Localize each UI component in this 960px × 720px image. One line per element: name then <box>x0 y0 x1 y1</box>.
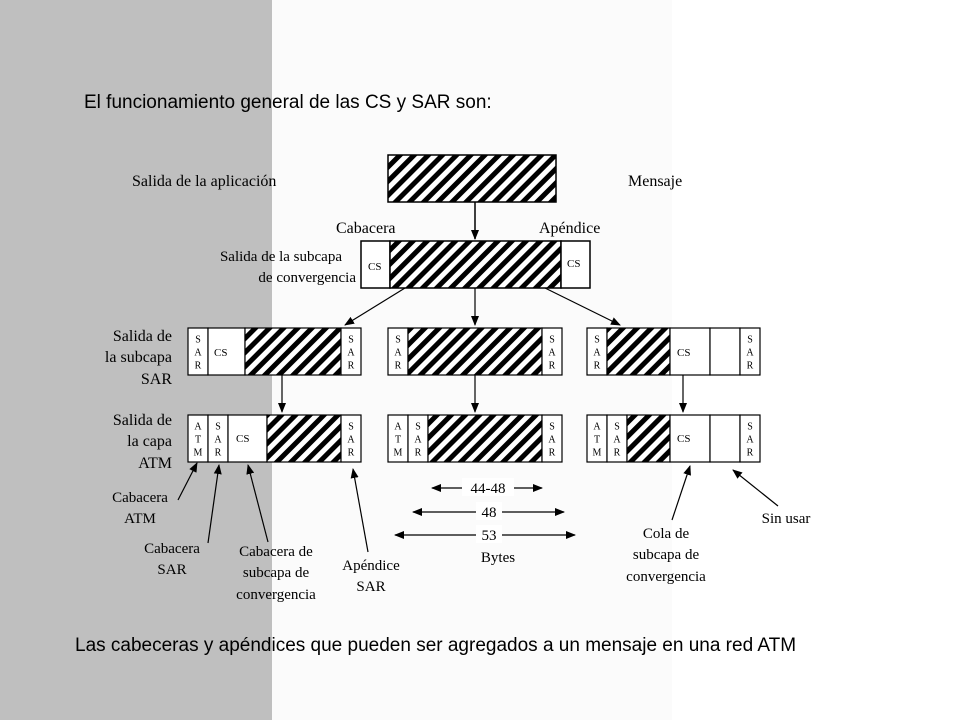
atm-header-callout-line2: ATM <box>124 511 156 527</box>
cs-header-text: CS <box>368 261 382 273</box>
size-payload-label: 44-48 <box>470 481 506 497</box>
atm-cell-1 <box>188 415 361 462</box>
atm-output-label-line2: la capa <box>127 433 172 450</box>
sar-header-letter: A <box>593 347 601 359</box>
sar-trailer-letter: R <box>746 360 754 372</box>
atm-header-letter: A <box>394 421 402 433</box>
atm-cell-2 <box>388 415 562 462</box>
cs-header-callout-line1: Cabacera de <box>239 544 313 560</box>
atm-header-letter: M <box>393 447 403 459</box>
size-unit-label: Bytes <box>480 550 516 566</box>
sar-trailer-letter: A <box>347 347 355 359</box>
atm-header-letter: A <box>194 421 202 433</box>
sar-trailer-callout-line2: SAR <box>356 579 386 595</box>
sar-header-letter: R <box>414 447 422 459</box>
sar-trailer-letter: R <box>548 360 556 372</box>
cs-header-title: Cabacera <box>336 220 396 237</box>
atm-header-letter: M <box>193 447 203 459</box>
atm-cell-row <box>188 415 760 462</box>
sar-trailer-letter: A <box>548 347 556 359</box>
sar-header-letter: A <box>194 347 202 359</box>
payload-field <box>627 415 670 462</box>
sar-header-callout-line1: Cabacera <box>144 541 200 557</box>
atm-header-callout-line1: Cabacera <box>112 490 168 506</box>
arrow-cs-to-sar-3 <box>545 288 620 325</box>
unused-callout-arrow <box>733 470 778 506</box>
cs-pdu <box>361 241 590 288</box>
atm-output-label-line1: Salida de <box>112 412 172 429</box>
cs-payload-field <box>390 241 561 288</box>
payload-field <box>428 415 542 462</box>
atm-header-letter: T <box>593 434 601 446</box>
sar-output-label-line3: SAR <box>140 371 172 388</box>
unused-field <box>710 328 740 375</box>
slide-heading: El funcionamiento general de las CS y SAR son: <box>84 92 492 113</box>
sar-trailer-letter: S <box>348 334 354 346</box>
sar-trailer-letter: A <box>746 434 754 446</box>
atm-header-letter: A <box>593 421 601 433</box>
sar-header-letter: S <box>614 421 620 433</box>
message-label: Mensaje <box>628 173 683 190</box>
sar-header-letter: R <box>593 360 601 372</box>
cs-output-label-line1: Salida de la subcapa <box>219 249 342 265</box>
cs-trailer-callout-line1: Cola de <box>642 526 690 542</box>
atm-cell-3 <box>587 415 760 462</box>
sar-header-letter: R <box>194 360 202 372</box>
sar-trailer-callout-line1: Apéndice <box>342 558 400 574</box>
atm-header-letter: T <box>194 434 202 446</box>
payload-field <box>267 415 341 462</box>
payload-field <box>408 328 542 375</box>
sar-trailer-letter: R <box>746 447 754 459</box>
app-output-label: Salida de la aplicación <box>132 173 277 190</box>
sar-header-callout-line2: SAR <box>157 562 187 578</box>
sar-trailer-letter: S <box>747 421 753 433</box>
cs-header-callout-arrow <box>248 465 268 542</box>
sar-trailer-letter: S <box>747 334 753 346</box>
sar-trailer-letter: A <box>347 434 355 446</box>
sar-output-label-line1: Salida de <box>112 328 172 345</box>
atm-header-letter: T <box>394 434 402 446</box>
sar-trailer-letter: A <box>548 434 556 446</box>
sar-trailer-letter: R <box>347 447 355 459</box>
cs-trailer-callout-line2: subcapa de <box>632 547 700 563</box>
arrow-cs-to-sar-1 <box>345 288 405 325</box>
size-cell-label: 53 <box>481 528 497 544</box>
unused-field <box>710 415 740 462</box>
sar-pdu-row <box>188 328 760 375</box>
cs-header-text: CS <box>214 347 228 359</box>
sar-header-letter: A <box>394 347 402 359</box>
sar-header-letter: S <box>395 334 401 346</box>
sar-pdu-2 <box>388 328 562 375</box>
sar-header-letter: A <box>613 434 621 446</box>
sar-trailer-letter: S <box>549 421 555 433</box>
sar-pdu-1 <box>188 328 361 375</box>
payload-field <box>245 328 341 375</box>
sar-trailer-callout-arrow <box>353 469 368 552</box>
sar-header-letter: R <box>613 447 621 459</box>
cs-trailer-text: CS <box>677 433 691 445</box>
slide-footer: Las cabeceras y apéndices que pueden ser agregados a un mensaje en una red ATM <box>75 635 797 656</box>
cs-trailer-text: CS <box>567 258 581 270</box>
sar-trailer-letter: R <box>347 360 355 372</box>
cs-header-callout-line3: convergencia <box>236 587 316 603</box>
cs-trailer-callout-line3: convergencia <box>626 569 706 585</box>
message-block <box>388 155 556 202</box>
sar-output-label-line2: la subcapa <box>104 349 172 366</box>
sar-header-letter: R <box>394 360 402 372</box>
cs-header-callout-line2: subcapa de <box>242 565 310 581</box>
sar-header-letter: A <box>414 434 422 446</box>
sar-trailer-letter: R <box>548 447 556 459</box>
size-sar-label: 48 <box>481 505 497 521</box>
atm-header-letter: M <box>592 447 602 459</box>
sar-header-letter: S <box>195 334 201 346</box>
unused-callout-label: Sin usar <box>761 511 811 527</box>
payload-field <box>607 328 670 375</box>
atm-output-label-line3: ATM <box>138 455 172 472</box>
atm-header-callout-arrow <box>178 463 197 500</box>
cs-output-label-line2: de convergencia <box>258 270 356 286</box>
sar-trailer-letter: S <box>549 334 555 346</box>
sar-header-letter: S <box>215 421 221 433</box>
sar-trailer-letter: A <box>746 347 754 359</box>
cs-trailer-callout-arrow <box>672 466 690 520</box>
sar-header-letter: A <box>214 434 222 446</box>
cs-trailer-title: Apéndice <box>539 220 601 237</box>
sar-pdu-3 <box>587 328 760 375</box>
sar-header-letter: S <box>415 421 421 433</box>
sar-trailer-letter: S <box>348 421 354 433</box>
sar-header-callout-arrow <box>208 465 219 543</box>
cs-header-text: CS <box>236 433 250 445</box>
sar-header-letter: S <box>594 334 600 346</box>
sar-header-letter: R <box>214 447 222 459</box>
cs-trailer-text: CS <box>677 347 691 359</box>
